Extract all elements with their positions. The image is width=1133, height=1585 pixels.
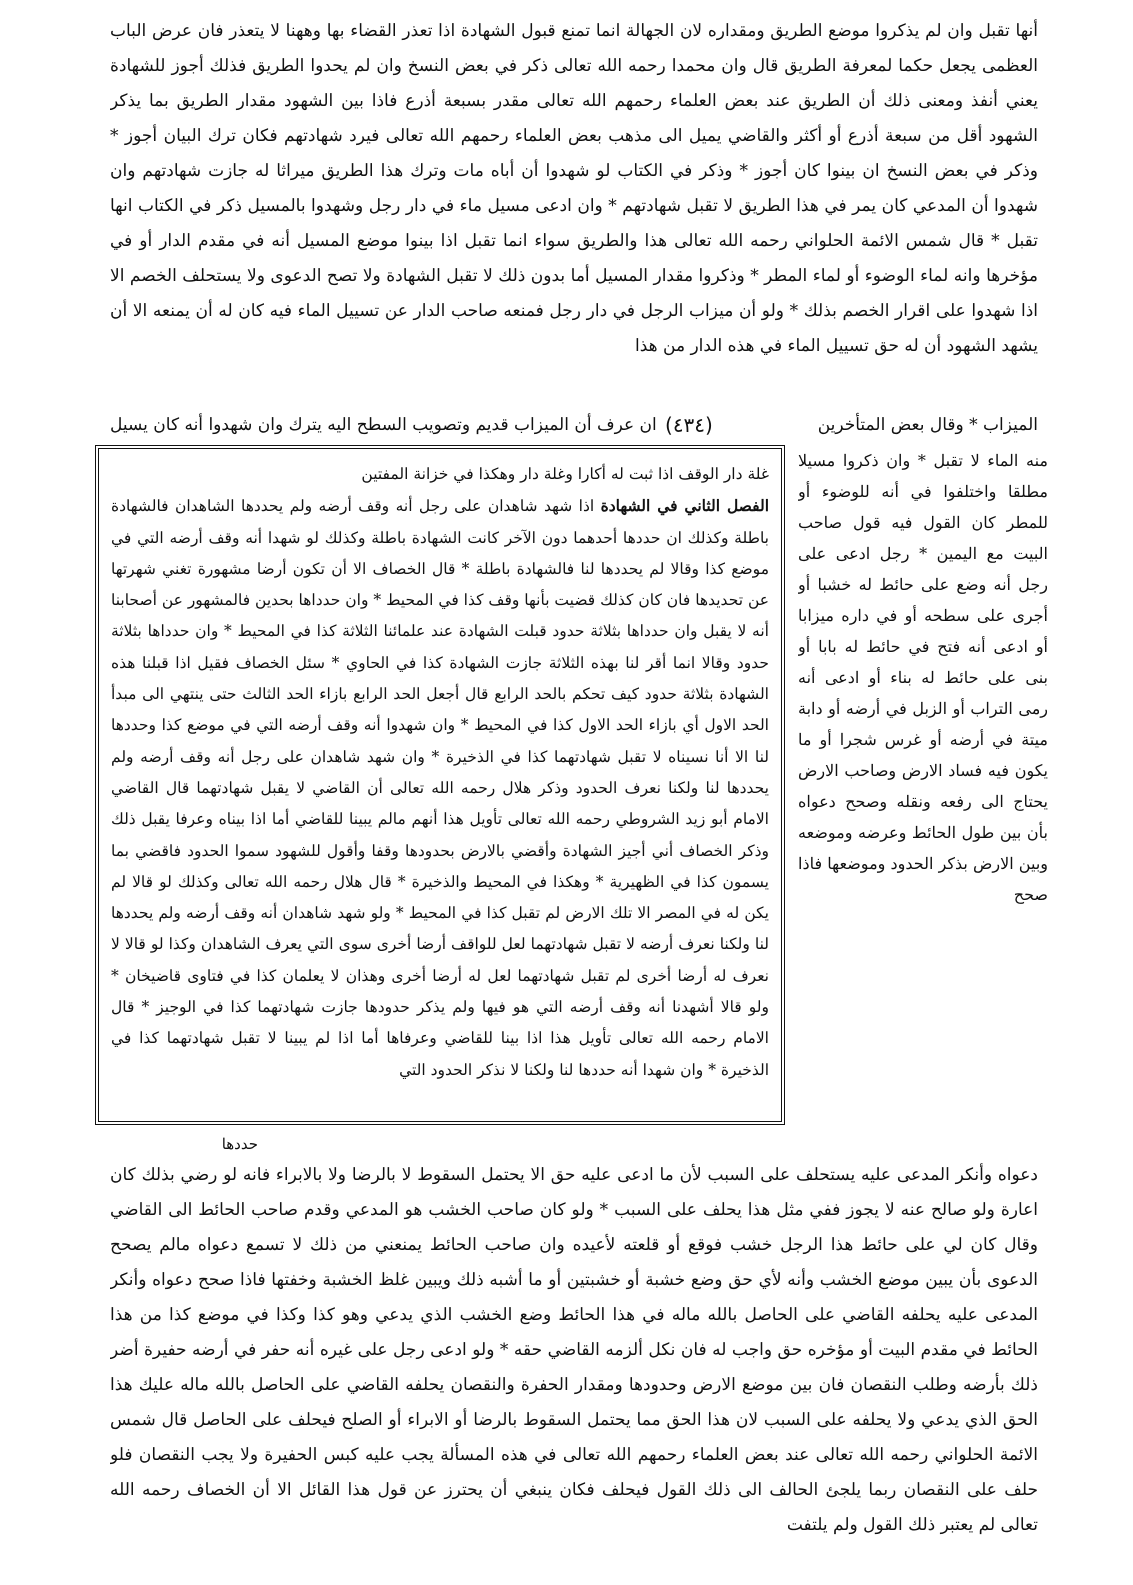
section-heading: الفصل الثاني في الشهادة [600,496,769,516]
top-paragraph: أنها تقبل وان لم يذكروا موضع الطريق ومقداره لان الجهالة انما تمنع قبول الشهادة اذا تعذر القضاء بها وههنا لا يتعذر فان عرض الباب العظمى يجعل حكما لمعرفة الطريق قال وان محمدا رحمه الله تعالى ذكر في بعض النسخ وان لم يحدوا الطريق فذلك أجوز للشهادة يعني أنفذ ومعنى ذلك أن الطريق عند بعض العلماء رحمهم الله تعالى مقدر بسبعة أذرع فاذا بين الشهود مقدار الطريق بما يذكر الشهود أقل من سبعة أذرع أو أكثر والقاضي يميل الى مذهب بعض العلماء رحمهم الله تعالى فيرد شهادتهم فكان ترك البيان أجوز * وذكر في بعض النسخ ان بينوا كان أجوز * وذكر في الكتاب لو شهدوا أن أباه مات وترك هذا الطريق ميراثا له جازت شهادتهم وان شهدوا أن المدعي كان يمر في هذا الطريق لا تقبل شهادتهم * وان ادعى مسيل ماء في دار رجل وشهدوا بالمسيل ذكر في الكتاب انها تقبل * قال شمس الائمة الحلواني رحمه الله تعالى هذا والطريق سواء انما تقبل اذا بينوا موضع المسيل أنه في مقدم الدار أو في مؤخرها وانه لماء الوضوء أو لماء المطر * وذكروا مقدار المسيل أما بدون ذلك لا تقبل الشهادة ولا تصح الدعوى ولا يستحلف الخصم الا اذا شهدوا على اقرار الخصم بذلك * ولو أن ميزاب الرجل في دار رجل فمنعه صاحب الدار عن تسييل الماء فيه كان له أن يمنعه الا أن يشهد الشهود أن له حق تسييل الماء في هذه الدار من هذا [110,21,1038,356]
running-line [110,407,1038,443]
margin-markers [110,1135,1038,1157]
running-line-right-text: الميزاب * وقال بعض المتأخرين [817,415,1038,435]
box-intro-line: غلة دار الوقف اذا ثبت له أكارا وغلة دار وهكذا في خزانة المفتين [361,465,769,483]
margin-marker: حددها [221,1135,258,1153]
boxed-section [95,445,785,1125]
running-line-left-text: ان عرف أن الميزاب قديم وتصويب السطح اليه يترك وان شهدوا أنه كان يسيل [110,415,657,435]
page-number: (٤٣٤) [665,413,713,437]
side-column-text: منه الماء لا تقبل * وان ذكروا مسيلا مطلقا واختلفوا في أنه للوضوء أو للمطر كان القول فيه قول صاحب البيت مع اليمين * رجل ادعى على رجل أنه وضع على حائط له خشبا أو أجرى على سطحه أو في داره ميزابا أو ادعى أنه فتح في حائط له بابا أو بنى على حائط له بناء أو ادعى أنه رمى التراب أو الزبل في أرضه أو دابة ميتة في أرضه أو غرس شجرا أو ما يكون فيه فساد الارض وصاحب الارض يحتاج الى رفعه ونقله وصحح دعواه بأن بين طول الحائط وعرضه وموضعه وبين الارض بذكر الحدود وموضعها فاذا صحح [798,451,1048,904]
section-body: اذا شهد شاهدان على رجل أنه وقف أرضه ولم يحددها الشاهدان فالشهادة باطلة وكذلك ان حددها أحدهما دون الآخر كانت الشهادة باطلة وكذلك لو شهدا أنه وقف أرضه التي في موضع كذا وقالا لم يحددها لنا فالشهادة باطلة * قال الخصاف الا أن تكون أرضا مشهورة تغني شهرتها عن تحديدها فان كان كذلك قضيت بأنها وقف كذا في المحيط * وان حدداها بحدين فالمشهور عن أصحابنا أنه لا يقبل وان حدداها بثلاثة حدود قبلت الشهادة عند علمائنا الثلاثة كذا في المحيط * وان حدداها بثلاثة حدود وقالا انما أقر لنا بهذه الثلاثة جازت الشهادة كذا في الحاوي * سئل الخصاف فقيل اذا قبلنا هذه الشهادة بثلاثة حدود كيف تحكم بالحد الرابع قال أجعل الحد الرابع بازاء الحد الثالث حتى ينتهي الى مبدأ الحد الاول أي بازاء الحد الاول كذا في المحيط * وان شهدوا أنه وقف أرضه التي في موضع كذا وحددها لنا الا أنا نسيناه لا تقبل شهادتهما كذا في الذخيرة * وان شهد شاهدان على رجل أنه وقف أرضه ولم يحددها لنا ولكنا نعرف الحدود وذكر هلال رحمه الله تعالى أن القاضي لا يقبل شهادتهما قال القاضي الامام أبو زيد الشروطي رحمه الله تعالى تأويل هذا أنهم مالم يبينا للقاضي أما اذا بيناه وعرفا يقبل ذلك وذكر الخصاف أني أجيز الشهادة وأقضي بالارض بحدودها وقفا وأقول للشهود سموا الحدود فاقضي بما يسمون كذا في الظهيرية * وهكذا في المحيط والذخيرة * قال هلال رحمه الله تعالى وكذلك لو قالا لم يكن له في المصر الا تلك الارض لم تقبل كذا في المحيط * ولو شهد شاهدان أنه وقف أرضه ولم يحددها لنا ولكنا نعرف أرضه لا تقبل شهادتهما لعل للواقف أرضا أخرى سوى التي يعرف الشاهدان وكذا لو قالا لا نعرف له أرضا أخرى لم تقبل شهادتهما لعل له أرضا أخرى وهذان لا يعلمان كذا في فتاوى قاضيخان * ولو قالا أشهدنا أنه وقف أرضه التي هو فيها ولم يذكر حدودها جازت شهادتهما كذا في الوجيز * قال الامام رحمه الله تعالى تأويل هذا اذا بينا للقاضي وعرفاها أما اذا لم يبينا لا تقبل شهادتهما كذا في الذخيرة * وان شهدا أنه حددها لنا ولكنا لا نذكر الحدود التي [111,497,769,1079]
bottom-paragraph: دعواه وأنكر المدعى عليه يستحلف على السبب لأن ما ادعى عليه حق الا يحتمل السقوط لا بالرضا ولا بالابراء فانه لو رضي بذلك كان اعارة ولو صالح عنه لا يجوز ففي مثل هذا يحلف على السبب * ولو كان صاحب الخشب هو المدعي وقدم صاحب الحائط الى القاضي وقال كان لي على حائط هذا الرجل خشب فوقع أو قلعته لأعيده وان صاحب الحائط يمنعني من ذلك لا تسمع دعواه مالم يصحح الدعوى بأن يبين موضع الخشب وأنه لأي حق وضع خشبة أو خشبتين أو ما أشبه ذلك ويبين غلظ الخشبة وخفتها فاذا صحح دعواه وأنكر المدعى عليه يحلفه القاضي على الحاصل بالله ماله في هذا الحائط وضع الخشب الذي يدعي وهو كذا وكذا في موضع كذا من هذا الحائط في مقدم البيت أو مؤخره حق واجب له فان نكل ألزمه القاضي حقه * ولو ادعى رجل على غيره أنه حفر في أرضه حفيرة أضر ذلك بأرضه وطلب النقصان فان بين موضع الارض وحدودها ومقدار الحفرة والنقصان يحلفه القاضي على الحاصل بالله ماله عليك هذا الحق الذي يدعي ولا يحلفه على السبب لان هذا الحق مما يحتمل السقوط بالرضا أو الابراء أو الصلح فيحلف على الحاصل قال شمس الائمة الحلواني رحمه الله تعالى عند بعض العلماء رحمهم الله تعالى في هذه المسألة يجب عليه كبس الحفيرة ولا يجب النقصان فلو حلف على النقصان ربما يلجئ الحالف الى ذلك القول فيحلف فكان ينبغي أن يحترز عن قول هذا القائل الا أن الخصاف رحمه الله تعالى لم يعتبر ذلك القول ولم يلتفت [110,1165,1038,1535]
